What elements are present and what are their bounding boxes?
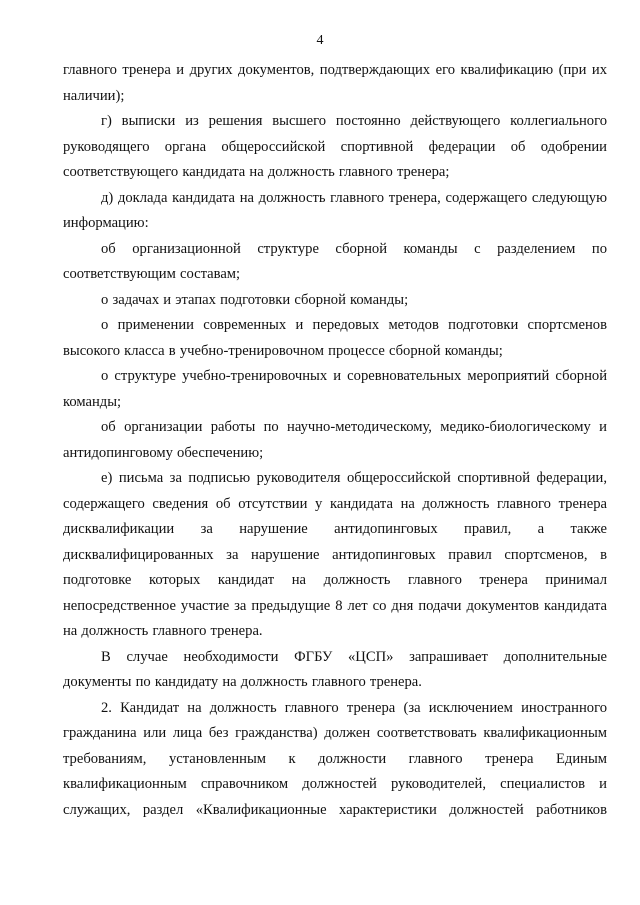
paragraph-org-structure: об организационной структуре сборной команды с разделением по соответствующим составам; [63,240,607,282]
paragraph-tasks-stages: о задачах и этапах подготовки сборной команды; [101,291,409,308]
paragraph-item-e: е) письма за подписью руководителя общероссийской спортивной федерации, содержащего сведения об отсутствии у кандидата на должность главного тренера дисквалификации за нарушение антидопинговых правил, а также дисквалифицированных за нарушение антидопинговых правил спортсменов, в подготовке которых кандидат на должность главного тренера принимал непосредственное участие за предыдущие 8 лет со дня подачи документов кандидата на должность главного тренера. [63,470,607,639]
paragraph-modern-methods: о применении современных и передовых методов подготовки спортсменов высокого класса в учебно-тренировочном процессе сборной команды; [63,317,607,359]
paragraph-continuation: главного тренера и других документов, подтверждающих его квалификацию (при их наличии); [63,62,607,104]
paragraph-additional-documents: В случае необходимости ФГБУ «ЦСП» запрашивает дополнительные документы по кандидату на должность главного тренера. [63,648,607,690]
page-number: 4 [316,33,324,48]
paragraph-events-structure: о структуре учебно-тренировочных и соревновательных мероприятий сборной команды; [63,368,607,410]
paragraph-item-d: д) доклада кандидата на должность главного тренера, содержащего следующую информацию: [63,189,607,231]
paragraph-section-2: 2. Кандидат на должность главного тренера (за исключением иностранного гражданина или лица без гражданства) должен соответствовать квалификационным требованиям, установленным к должности главного тренера Единым квалификационным справочником должностей руководителей, специалистов и служащих, раздел «Квалификационные характеристики должностей работников [63,699,607,818]
paragraph-support-organization: об организации работы по научно-методическому, медико-биологическому и антидопинговому обеспечению; [63,419,607,461]
document-body [63,58,607,823]
paragraph-item-g: г) выписки из решения высшего постоянно действующего коллегиального руководящего органа общероссийской спортивной федерации об одобрении соответствующего кандидата на должность главного тренера; [63,113,607,180]
